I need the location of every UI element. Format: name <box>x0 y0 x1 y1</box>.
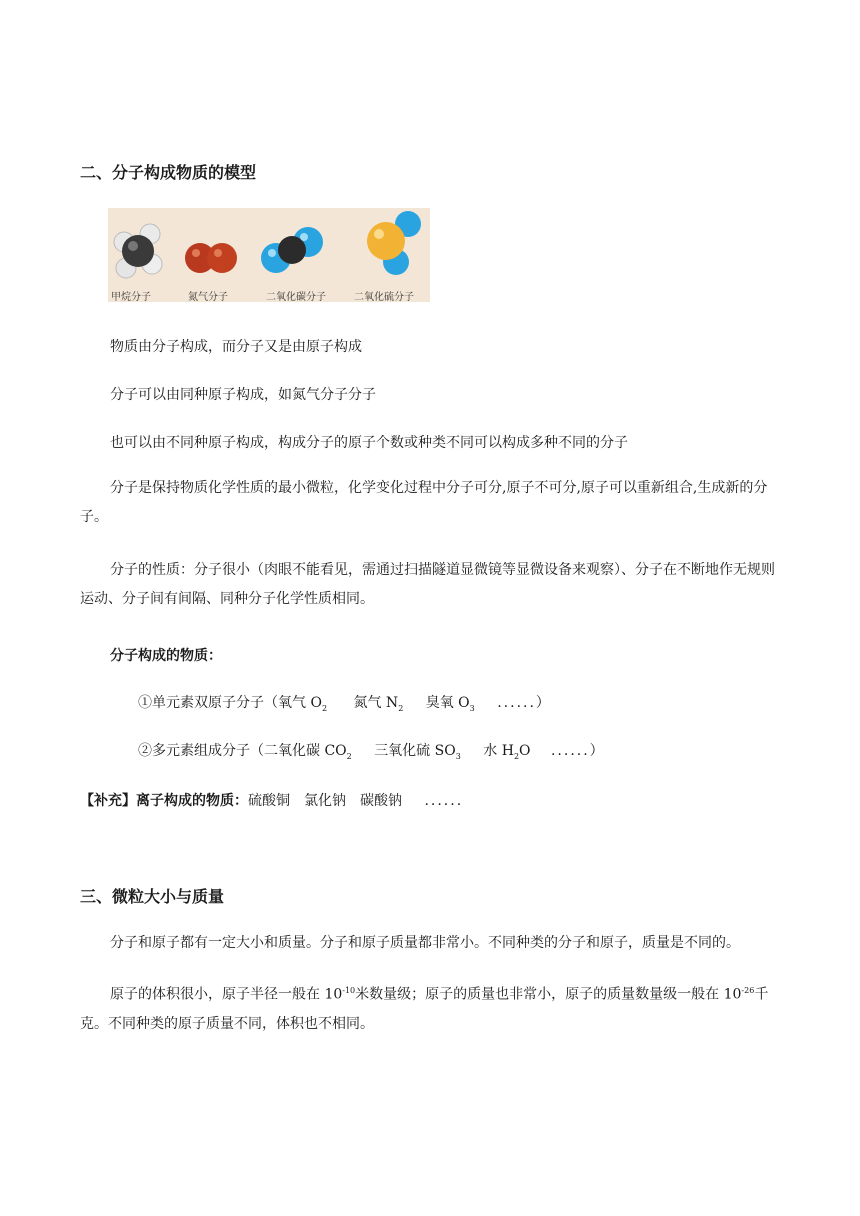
supplement-items: 硫酸铜 氯化钠 碳酸钠 <box>248 793 402 809</box>
methane-caption: 甲烷分子 <box>111 292 151 303</box>
paragraph-same-atoms: 分子可以由同种原子构成，如氮气分子分子 <box>110 387 376 403</box>
molecular-substances-heading: 分子构成的物质： <box>110 648 222 664</box>
paragraph-smallest-particle: 分子是保持物质化学性质的最小微粒，化学变化过程中分子可分,原子不可分,原子可以重新组合,生成新的分子。 <box>80 480 768 525</box>
section-heading-molecular-model: 二、分子构成物质的模型 <box>80 163 257 182</box>
carbon-dioxide-model-icon <box>261 227 323 273</box>
list-item-single-element: ①单元素双原子分子（氧气 $O_2$ 氮气 $N_2$ 臭氧 $O_3$ ......） <box>138 695 552 713</box>
supplement-tag: 【补充】 <box>80 793 136 809</box>
methane-model-icon <box>114 224 162 278</box>
paragraph-different-atoms: 也可以由不同种原子构成，构成分子的原子个数或种类不同可以构成多种不同的分子 <box>110 435 628 451</box>
carbon-dioxide-caption: 二氧化碳分子 <box>266 292 326 303</box>
paragraph-size-and-mass: 分子和原子都有一定大小和质量。分子和原子质量都非常小。不同种类的分子和原子，质量是不同的。 <box>110 935 740 951</box>
sulfur-dioxide-caption: 二氧化硫分子 <box>354 292 414 303</box>
nitrogen-caption: 氮气分子 <box>188 292 228 303</box>
paragraph-atom-scale: 原子的体积很小，原子半径一般在 $10^{-10}$米数量级；原子的质量也非常小，原子的质量数量级一般在 $10^{-26}$千克。不同种类的原子质量不同，体积也不相同。 <box>80 986 769 1032</box>
paragraph-molecule-properties: 分子的性质：分子很小（肉眼不能看见，需通过扫描隧道显微镜等显微设备来观察）、分子在不断地作无规则运动、分子间有间隔、同种分子化学性质相同。 <box>80 562 775 607</box>
section-heading-particle-size: 三、微粒大小与质量 <box>80 887 225 906</box>
paragraph-matter-composition: 物质由分子构成，而分子又是由原子构成 <box>110 339 362 355</box>
sulfur-dioxide-model-icon <box>367 211 421 275</box>
molecule-models-figure <box>108 208 430 302</box>
nitrogen-model-icon <box>185 243 237 273</box>
list-item-multi-element: ②多元素组成分子（二氧化碳 $CO_2$ 三氧化硫 $SO_3$ 水 $H_2O$ ......） <box>138 743 606 761</box>
supplement-ionic-substances <box>80 790 463 810</box>
supplement-label: 离子构成的物质： <box>136 793 248 809</box>
supplement-ellipsis: ...... <box>424 793 464 809</box>
